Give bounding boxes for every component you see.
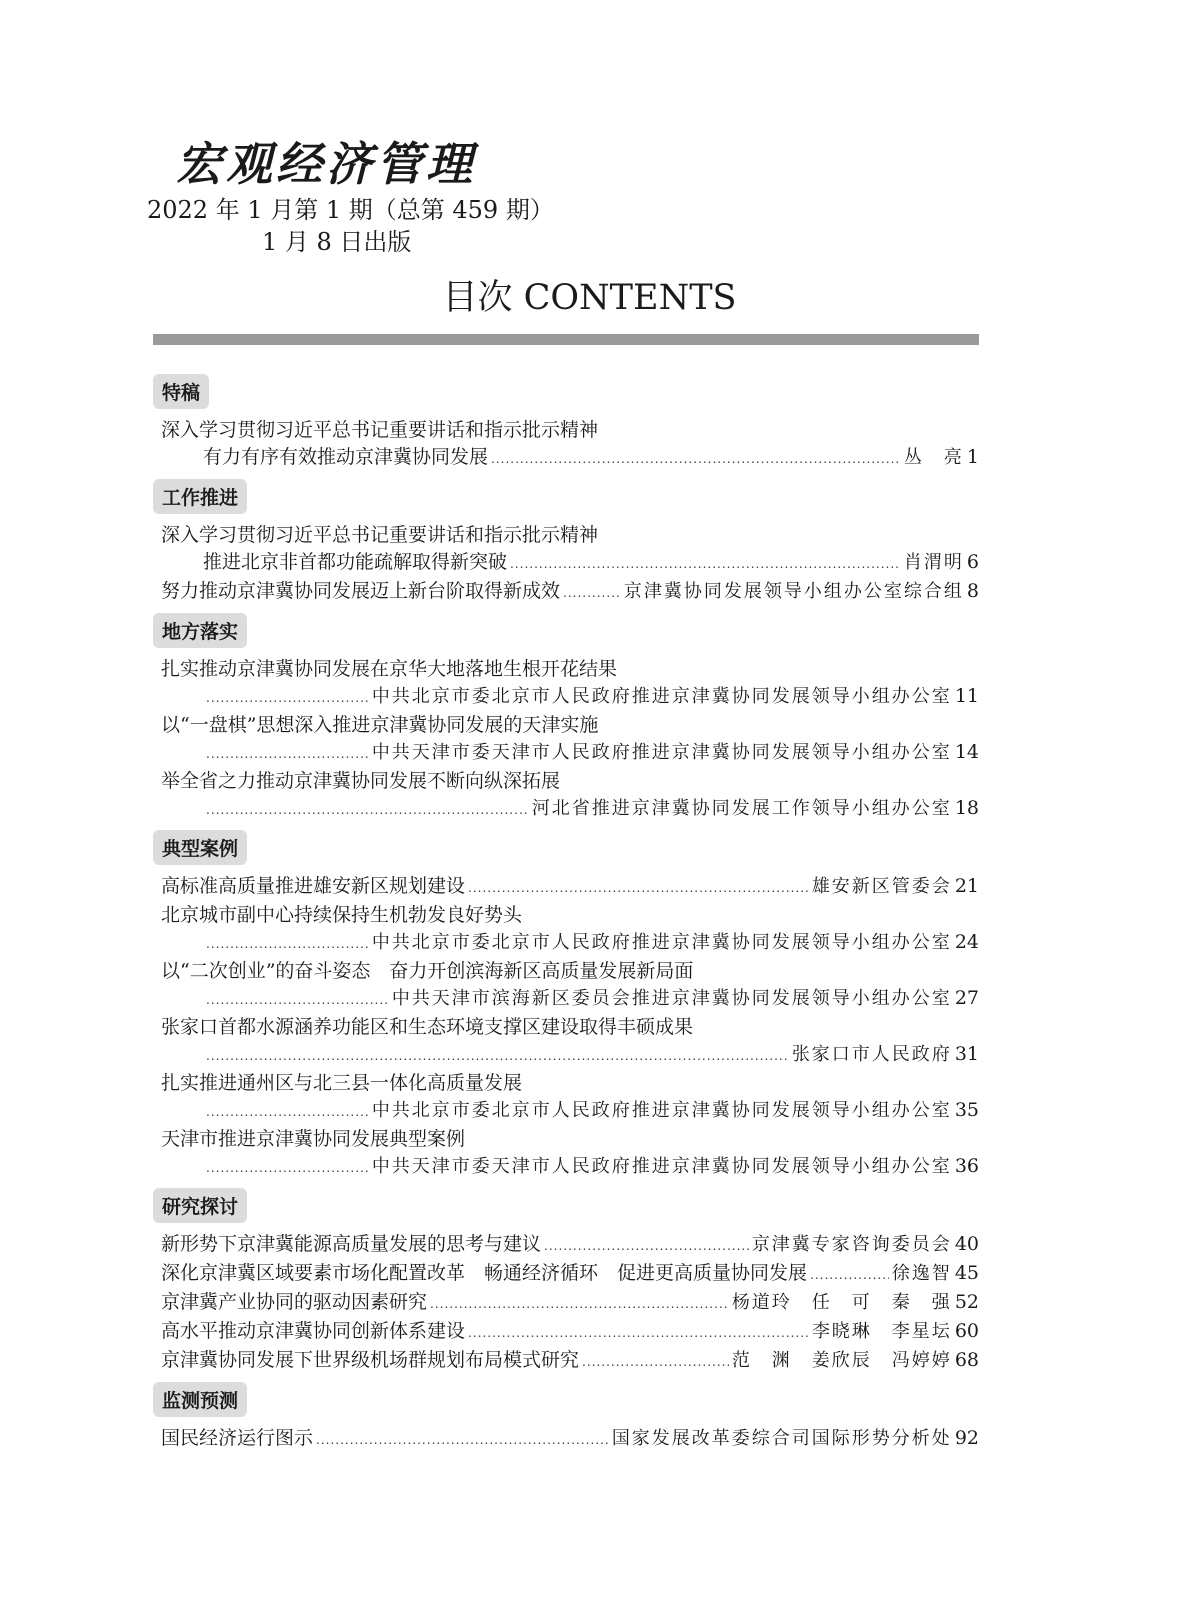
entry-author: 中共天津市委天津市人民政府推进京津冀协同发展领导小组办公室 xyxy=(371,742,952,763)
entry-page: 11 xyxy=(954,685,979,707)
entry-author: 中共天津市委天津市人民政府推进京津冀协同发展领导小组办公室 xyxy=(371,1156,952,1177)
dot-leader xyxy=(810,1262,889,1289)
toc-entry[interactable] xyxy=(161,578,979,607)
toc-entry[interactable] xyxy=(161,1289,979,1318)
entry-title: 京津冀协同发展下世界级机场群规划布局模式研究 xyxy=(161,1349,580,1371)
dot-leader xyxy=(206,987,389,1014)
dot-leader xyxy=(582,1349,729,1376)
entry-page: 14 xyxy=(954,741,979,763)
entry-line xyxy=(161,683,979,712)
toc-section xyxy=(153,830,979,1182)
entry-title: 举全省之力推动京津冀协同发展不断向纵深拓展 xyxy=(161,770,561,792)
entry-title: 扎实推进通州区与北三县一体化高质量发展 xyxy=(161,1072,523,1094)
entry-author: 中共北京市委北京市人民政府推进京津冀协同发展领导小组办公室 xyxy=(371,932,952,953)
entry-line xyxy=(161,985,979,1014)
entry-author: 徐逸智 xyxy=(891,1263,952,1284)
entry-page: 21 xyxy=(954,875,979,897)
toc-entry[interactable] xyxy=(161,1347,979,1376)
entry-page: 27 xyxy=(954,987,979,1009)
entry-title: 张家口首都水源涵养功能区和生态环境支撑区建设取得丰硕成果 xyxy=(161,1016,694,1038)
dot-leader xyxy=(206,931,369,958)
section-heading: 工作推进 xyxy=(153,479,247,514)
dot-leader xyxy=(316,1427,609,1454)
dot-leader xyxy=(206,1155,369,1182)
section-heading: 特稿 xyxy=(153,374,209,409)
entry-page: 68 xyxy=(954,1349,979,1371)
section-heading: 监测预测 xyxy=(153,1382,247,1417)
entry-page: 60 xyxy=(954,1320,979,1342)
entry-title: 高标准高质量推进雄安新区规划建设 xyxy=(161,875,466,897)
entry-title: 新形势下京津冀能源高质量发展的思考与建议 xyxy=(161,1233,542,1255)
entry-page: 52 xyxy=(954,1291,979,1313)
entry-author: 国家发展改革委综合司国际形势分析处 xyxy=(611,1428,952,1449)
entry-page: 92 xyxy=(954,1427,979,1449)
entry-line xyxy=(161,739,979,768)
dot-leader xyxy=(544,1233,749,1260)
entry-author: 范 渊 姜欣辰 冯婷婷 xyxy=(731,1350,952,1371)
entry-author: 杨道玲 任 可 秦 强 xyxy=(731,1292,952,1313)
entry-title: 高水平推动京津冀协同创新体系建设 xyxy=(161,1320,466,1342)
entry-author: 京津冀专家咨询委员会 xyxy=(751,1234,952,1255)
entry-page: 1 xyxy=(966,446,979,468)
entry-line xyxy=(161,578,979,607)
entry-author: 丛 亮 xyxy=(903,447,964,468)
entry-title: 北京城市副中心持续保持生机勃发良好势头 xyxy=(161,904,523,926)
toc-entry[interactable] xyxy=(161,873,979,902)
entry-author: 肖渭明 xyxy=(903,552,964,573)
table-of-contents xyxy=(153,374,979,1460)
toc-entry[interactable] xyxy=(161,522,979,578)
dot-leader xyxy=(491,446,901,473)
entry-title: 扎实推动京津冀协同发展在京华大地落地生根开花结果 xyxy=(161,658,618,680)
dot-leader xyxy=(468,875,809,902)
entry-subtitle: 推进北京非首都功能疏解取得新突破 xyxy=(203,551,508,573)
entry-title: 深入学习贯彻习近平总书记重要讲话和指示批示精神 xyxy=(161,524,599,546)
entry-subtitle: 有力有序有效推动京津冀协同发展 xyxy=(203,446,489,468)
dot-leader xyxy=(206,1043,789,1070)
toc-section xyxy=(153,613,979,824)
entry-title: 深入学习贯彻习近平总书记重要讲话和指示批示精神 xyxy=(161,419,599,441)
entry-author: 李晓琳 李星坛 xyxy=(811,1321,952,1342)
entry-page: 8 xyxy=(966,580,979,602)
entry-author: 河北省推进京津冀协同发展工作领导小组办公室 xyxy=(531,798,952,819)
toc-entry[interactable] xyxy=(161,1425,979,1454)
entry-title: 努力推动京津冀协同发展迈上新台阶取得新成效 xyxy=(161,580,561,602)
toc-entry[interactable] xyxy=(161,1260,979,1289)
entry-title: 以“二次创业”的奋斗姿态 奋力开创滨海新区高质量发展新局面 xyxy=(161,960,694,982)
dot-leader xyxy=(206,797,529,824)
entry-page: 24 xyxy=(954,931,979,953)
toc-entry[interactable] xyxy=(161,712,979,768)
toc-entry[interactable] xyxy=(161,656,979,712)
entry-title: 深化京津冀区域要素市场化配置改革 畅通经济循环 促进更高质量协同发展 xyxy=(161,1262,808,1284)
entry-page: 18 xyxy=(954,797,979,819)
entry-title: 天津市推进京津冀协同发展典型案例 xyxy=(161,1128,466,1150)
header-divider xyxy=(153,334,979,345)
publication-date: 1 月 8 日出版 xyxy=(262,228,412,256)
entry-page: 45 xyxy=(954,1262,979,1284)
entry-author: 张家口市人民政府 xyxy=(791,1044,952,1065)
dot-leader xyxy=(430,1291,729,1318)
entry-line xyxy=(161,1260,979,1289)
entry-page: 6 xyxy=(966,551,979,573)
dot-leader xyxy=(563,580,621,607)
toc-entry[interactable] xyxy=(161,1318,979,1347)
dot-leader xyxy=(206,1099,369,1126)
entry-author: 中共天津市滨海新区委员会推进京津冀协同发展领导小组办公室 xyxy=(391,988,952,1009)
entry-line xyxy=(161,1347,979,1376)
entry-title: 以“一盘棋”思想深入推进京津冀协同发展的天津实施 xyxy=(161,714,599,736)
dot-leader xyxy=(468,1320,809,1347)
entry-author: 中共北京市委北京市人民政府推进京津冀协同发展领导小组办公室 xyxy=(371,1100,952,1121)
entry-line xyxy=(161,1318,979,1347)
dot-leader xyxy=(510,551,901,578)
entry-line xyxy=(161,1231,979,1260)
entry-page: 40 xyxy=(954,1233,979,1255)
entry-line xyxy=(161,1289,979,1318)
dot-leader xyxy=(206,741,369,768)
toc-section xyxy=(153,1188,979,1376)
journal-masthead: 宏观经济管理 xyxy=(176,137,476,191)
toc-entry[interactable] xyxy=(161,902,979,958)
toc-entry[interactable] xyxy=(161,958,979,1014)
toc-entry[interactable] xyxy=(161,768,979,824)
entry-title: 国民经济运行图示 xyxy=(161,1427,314,1449)
entry-line xyxy=(161,1425,979,1454)
entry-line xyxy=(161,1041,979,1070)
entry-line xyxy=(161,873,979,902)
toc-section xyxy=(153,479,979,607)
toc-entry[interactable] xyxy=(161,1014,979,1070)
entry-page: 35 xyxy=(954,1099,979,1121)
section-heading: 典型案例 xyxy=(153,830,247,865)
entry-line xyxy=(161,1097,979,1126)
entry-line xyxy=(161,1153,979,1182)
entry-page: 36 xyxy=(954,1155,979,1177)
toc-entry[interactable] xyxy=(161,1126,979,1182)
toc-section xyxy=(153,374,979,473)
entry-author: 中共北京市委北京市人民政府推进京津冀协同发展领导小组办公室 xyxy=(371,686,952,707)
entry-line xyxy=(161,929,979,958)
entry-page: 31 xyxy=(954,1043,979,1065)
toc-entry[interactable] xyxy=(161,1070,979,1126)
section-heading: 地方落实 xyxy=(153,613,247,648)
contents-title: 目次 CONTENTS xyxy=(442,278,737,318)
toc-entry[interactable] xyxy=(161,1231,979,1260)
entry-author: 京津冀协同发展领导小组办公室综合组 xyxy=(623,581,964,602)
entry-line xyxy=(161,549,979,578)
section-heading: 研究探讨 xyxy=(153,1188,247,1223)
entry-line xyxy=(161,795,979,824)
dot-leader xyxy=(206,685,369,712)
entry-line xyxy=(161,444,979,473)
entry-title: 京津冀产业协同的驱动因素研究 xyxy=(161,1291,428,1313)
toc-entry[interactable] xyxy=(161,417,979,473)
toc-section xyxy=(153,1382,979,1454)
entry-author: 雄安新区管委会 xyxy=(811,876,952,897)
issue-info: 2022 年 1 月第 1 期（总第 459 期） xyxy=(147,196,554,224)
